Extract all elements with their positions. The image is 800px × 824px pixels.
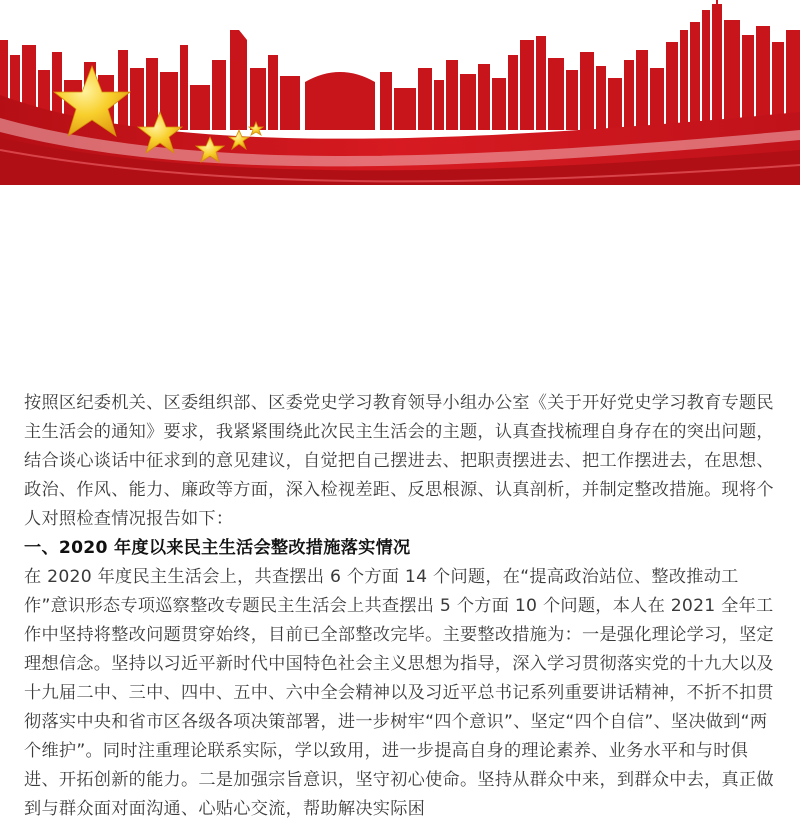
skyline-banner-graphic bbox=[0, 0, 800, 185]
report-body bbox=[24, 389, 780, 824]
party-banner bbox=[0, 0, 800, 185]
city-skyline bbox=[0, 0, 800, 130]
section-paragraph: 在 2020 年度民主生活会上，共查摆出 6 个方面 14 个问题，在“提高政治站位、整改推动工作”意识形态专项巡察整改专题民主生活会上共查摆出 5 个方面 10 个问题，本人在 2021 全年工作中坚持将整改问题贯穿始终，目前已全部整改完毕。主要整改措施为：一是强化理论学习，坚定理想信念。坚持以习近平新时代中国特色社会主义思想为指导，深入学习贯彻落实党的十九大以及十九届二中、三中、四中、五中、六中全会精神以及习近平总书记系列重要讲话精神，不折不扣贯彻落实中央和省市区各级各项决策部署，进一步树牢“四个意识”、坚定“四个自信”、坚决做到“两个维护”。同时注重理论联系实际，学以致用，进一步提高自身的理论素养、业务水平和与时俱进、开拓创新的能力。二是加强宗旨意识，坚守初心使命。坚持从群众中来，到群众中去，真正做到与群众面对面沟通、心贴心交流，帮助解决实际困 bbox=[24, 567, 774, 819]
section-heading: 一、2020 年度以来民主生活会整改措施落实情况 bbox=[24, 538, 411, 558]
intro-paragraph: 按照区纪委机关、区委组织部、区委党史学习教育领导小组办公室《关于开好党史学习教育专题民主生活会的通知》要求，我紧紧围绕此次民主生活会的主题，认真查找梳理自身存在的突出问题，结合谈心谈话中征求到的意见建议，自觉把自己摆进去、把职责摆进去、把工作摆进去，在思想、政治、作风、能力、廉政等方面，深入检视差距、反思根源、认真剖析，并制定整改措施。现将个人对照检查情况报告如下： bbox=[24, 393, 774, 529]
